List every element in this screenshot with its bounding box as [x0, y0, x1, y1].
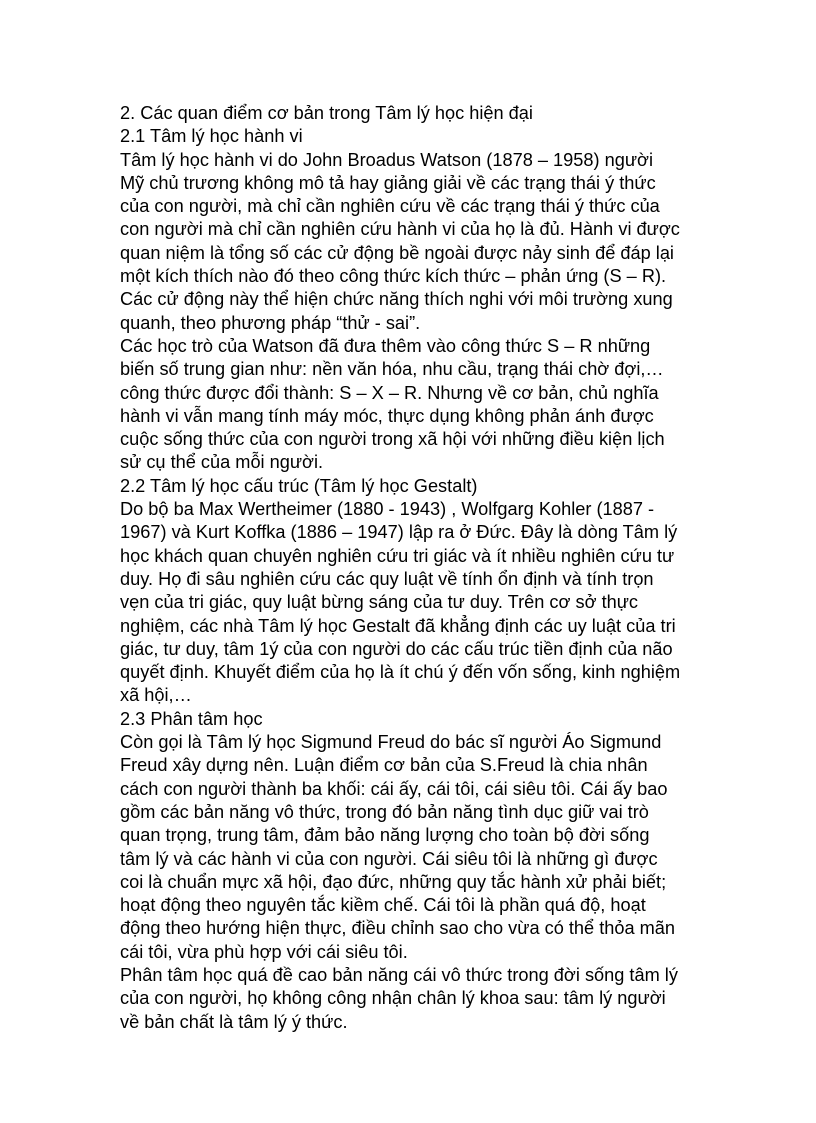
text-line: về bản chất là tâm lý ý thức.: [120, 1011, 348, 1032]
text-line: quan niệm là tổng số các cử động bề ngoài được nảy sinh để đáp lại: [120, 242, 674, 263]
text-line: một kích thích nào đó theo công thức kích thức – phản ứng (S – R).: [120, 266, 667, 287]
text-line: Phân tâm học quá đề cao bản năng cái vô thức trong đời sống tâm lý: [120, 964, 678, 985]
text-line: công thức được đổi thành: S – X – R. Nhưng về cơ bản, chủ nghĩa: [120, 382, 659, 403]
text-line: của con người, họ không công nhận chân lý khoa sau: tâm lý người: [120, 988, 666, 1009]
text-line: tâm lý và các hành vi của con người. Cái siêu tôi là những gì được: [120, 848, 658, 869]
text-line: hành vi vẫn mang tính máy móc, thực dụng không phản ánh được: [120, 405, 654, 426]
text-line: vẹn của tri giác, quy luật bừng sáng của tư duy. Trên cơ sở thực: [120, 592, 639, 613]
text-line: Tâm lý học hành vi do John Broadus Watson (1878 – 1958) người: [120, 149, 653, 170]
text-line: duy. Họ đi sâu nghiên cứu các quy luật về tính ổn định và tính trọn: [120, 568, 654, 589]
text-line: Các cử động này thể hiện chức năng thích nghi với môi trường xung: [120, 289, 673, 310]
text-line: cách con người thành ba khối: cái ấy, cái tôi, cái siêu tôi. Cái ấy bao: [120, 778, 668, 799]
text-line: con người mà chỉ cần nghiên cứu hành vi của họ là đủ. Hành vi được: [120, 219, 680, 240]
text-line: 1967) và Kurt Koffka (1886 – 1947) lập ra ở Đức. Đây là dòng Tâm lý: [120, 522, 678, 543]
text-line: học khách quan chuyên nghiên cứu tri giác và ít nhiều nghiên cứu tư: [120, 545, 675, 566]
text-line: sử cụ thể của mỗi người.: [120, 452, 324, 473]
text-line: coi là chuẩn mực xã hội, đạo đức, những quy tắc hành xử phải biết;: [120, 871, 667, 892]
text-line: gồm các bản năng vô thức, trong đó bản năng tình dục giữ vai trò: [120, 801, 649, 822]
section-heading: 2. Các quan điểm cơ bản trong Tâm lý học hiện đại: [120, 103, 533, 123]
text-line: Còn gọi là Tâm lý học Sigmund Freud do bác sĩ người Áo Sigmund: [120, 732, 662, 753]
text-line: quanh, theo phương pháp “thử - sai”.: [120, 312, 421, 333]
subsection-heading: 2.1 Tâm lý học hành vi: [120, 126, 303, 147]
text-line: nghiệm, các nhà Tâm lý học Gestalt đã khẳng định các uy luật của tri: [120, 615, 676, 636]
text-line: cuộc sống thức của con người trong xã hội với những điều kiện lịch: [120, 429, 665, 450]
text-line: của con người, mà chỉ cần nghiên cứu về các trạng thái ý thức của: [120, 196, 660, 217]
text-line: quyết định. Khuyết điểm của họ là ít chú ý đến vốn sống, kinh nghiệm: [120, 662, 681, 683]
subsection-heading: 2.3 Phân tâm học: [120, 708, 263, 729]
text-line: cái tôi, vừa phù hợp với cái siêu tôi.: [120, 941, 408, 962]
text-line: xã hội,…: [120, 685, 192, 706]
text-line: Các học trò của Watson đã đưa thêm vào công thức S – R những: [120, 335, 651, 356]
text-line: Mỹ chủ trương không mô tả hay giảng giải về các trạng thái ý thức: [120, 172, 656, 193]
text-line: quan trọng, trung tâm, đảm bảo năng lượng cho toàn bộ đời sống: [120, 825, 650, 846]
text-line: Do bộ ba Max Wertheimer (1880 - 1943) , Wolfgarg Kohler (1887 -: [120, 499, 655, 520]
text-line: biến số trung gian như: nền văn hóa, nhu cầu, trạng thái chờ đợi,…: [120, 359, 664, 380]
text-line: động theo hướng hiện thực, điều chỉnh sao cho vừa có thể thỏa mãn: [120, 918, 676, 939]
text-line: hoạt động theo nguyên tắc kiềm chế. Cái tôi là phần quá độ, hoạt: [120, 895, 646, 916]
subsection-heading: 2.2 Tâm lý học cấu trúc (Tâm lý học Gestalt): [120, 475, 478, 496]
text-line: Freud xây dựng nên. Luận điểm cơ bản của S.Freud là chia nhân: [120, 755, 648, 776]
text-line: giác, tư duy, tâm 1ý của con người do các cấu trúc tiền định của não: [120, 638, 673, 659]
document-page: [120, 102, 710, 1034]
